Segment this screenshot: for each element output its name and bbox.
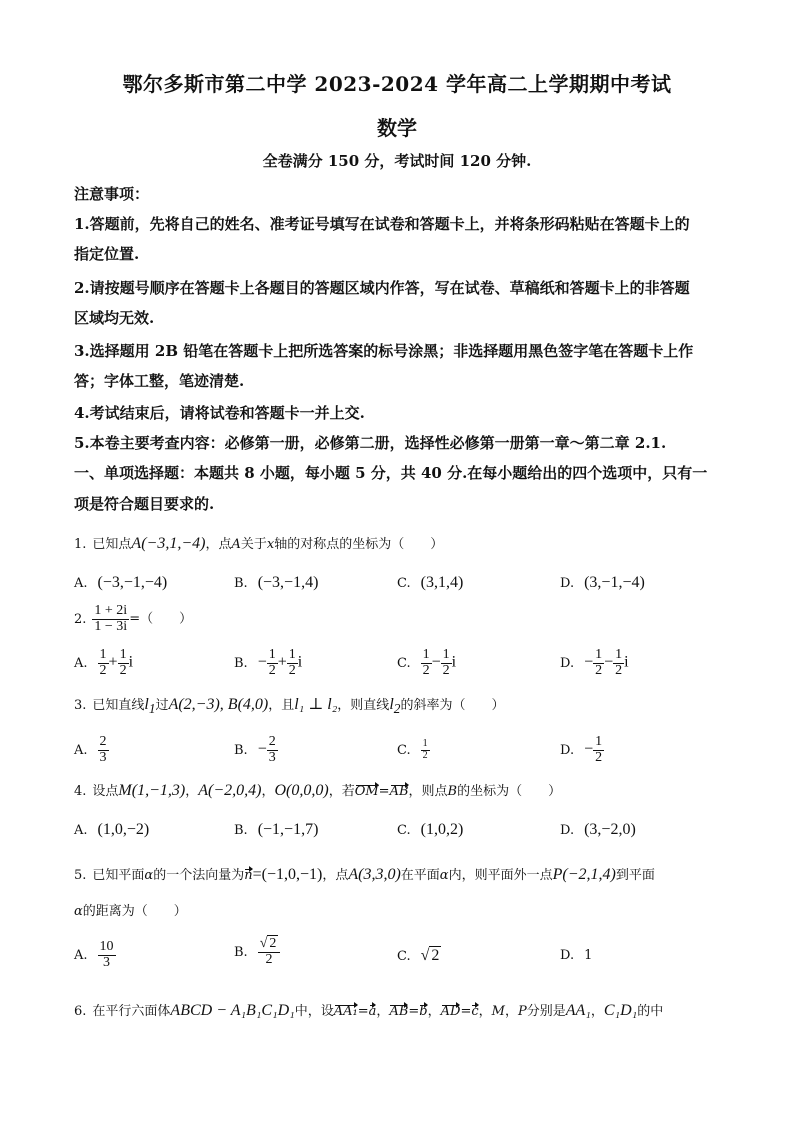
fraction-denominator: 2 (595, 662, 603, 678)
question-text: 关于 (240, 537, 267, 552)
question-text: ，且 (268, 698, 295, 713)
vector-AB: AB (389, 1004, 409, 1019)
question-text: ，若 (328, 784, 355, 799)
section-heading: 一、单项选择题：本题共 8 小题，每小题 5 分，共 40 分.在每小题给出的四个选项中，只有一 (74, 464, 708, 482)
fraction (613, 648, 624, 678)
vector-b: b (419, 1004, 428, 1019)
fraction-denominator: 1 − 3i (94, 618, 128, 634)
question-text: ，点 (205, 537, 232, 552)
question-number: 4. (74, 784, 87, 799)
plane-alpha: α (144, 868, 154, 883)
fraction-numerator: 1 (119, 647, 127, 662)
vector-AA1: AA₁ (333, 1004, 358, 1019)
question-6 (74, 1000, 663, 1020)
fraction-denominator: 2 (268, 662, 276, 678)
fraction-numerator: 1 (99, 647, 107, 662)
fraction-denominator: 2 (595, 749, 603, 765)
vector-AD: AD (440, 1004, 461, 1019)
option-sign: − (584, 740, 594, 758)
notice-line: 1.答题前，先将自己的姓名、准考证号填写在试卷和答题卡上，并将条形码粘贴在答题卡上的 (74, 215, 690, 233)
point-M: M (491, 1004, 505, 1019)
question-text: 的坐标为（ ） (457, 784, 562, 799)
notice-line: 区域均无效. (74, 309, 155, 327)
question-text: 已知点 (92, 537, 132, 552)
notice-line: 2.请按题号顺序在答题卡上各题目的答题区域内作答，写在试卷、草稿纸和答题卡上的非答题 (74, 279, 690, 297)
line-symbol: l (389, 696, 394, 713)
fraction (441, 648, 452, 678)
notice-line: 3.选择题用 2B 铅笔在答题卡上把所选答案的标号涂黑；非选择题用黑色签字笔在答题卡上作 (74, 342, 694, 360)
question-text: 分别是 (526, 1004, 566, 1019)
question-1 (74, 533, 443, 553)
fraction-numerator (258, 937, 281, 953)
fraction-numerator: 1 (422, 738, 428, 749)
fraction (421, 739, 430, 761)
point-label: B (447, 784, 458, 799)
q1-option-a[interactable] (74, 574, 167, 592)
option-value: (3,−2,0) (584, 821, 636, 838)
q1-option-d[interactable] (560, 574, 645, 592)
question-number: 6. (74, 1004, 87, 1019)
line-subscript: 1 (148, 701, 156, 717)
q3-option-a[interactable] (74, 735, 109, 765)
option-label: A. (74, 742, 88, 758)
question-4 (74, 780, 561, 800)
fraction (593, 735, 604, 765)
q3-option-b[interactable] (234, 735, 278, 765)
section-heading: 项是符合题目要求的. (74, 495, 215, 513)
option-value: (−1,−1,7) (257, 821, 319, 838)
q2-option-c[interactable] (397, 648, 456, 678)
notice-line: 5.本卷主要考查内容：必修第一册，必修第二册，选择性必修第一册第一章～第二章 2.1. (74, 434, 667, 452)
question-text: ， (261, 784, 275, 799)
point-A: A(−3,1,−4) (131, 535, 206, 552)
fraction-denominator: 2 (422, 749, 428, 761)
fraction (258, 937, 281, 967)
point-P: P(−2,1,4) (552, 866, 616, 883)
q3-option-d[interactable] (560, 735, 604, 765)
option-label: D. (560, 948, 575, 963)
notice-line: 4.考试结束后，请将试卷和答题卡一并上交. (74, 404, 365, 422)
question-text: ， (427, 1004, 441, 1019)
notice-line: 指定位置. (74, 245, 140, 263)
option-label: B. (234, 742, 248, 758)
q3-option-c[interactable] (397, 739, 430, 761)
question-number: 2. (74, 611, 87, 627)
option-sign: − (584, 653, 594, 671)
question-text: 轴的对称点的坐标为（ ） (274, 537, 444, 552)
q5-option-b[interactable] (234, 937, 280, 967)
option-label: C. (397, 823, 411, 838)
question-text: 内，则平面外一点 (448, 868, 553, 883)
notice-line: 答；字体工整，笔迹清楚. (74, 372, 245, 390)
perpendicular-relation: l₁ ⊥ l₂ (294, 696, 338, 713)
question-5-continued (74, 900, 187, 919)
option-label: B. (234, 944, 248, 960)
question-text: 过 (155, 698, 169, 713)
option-operator: + (277, 653, 287, 671)
imaginary-unit: i (624, 653, 629, 671)
option-sign: − (257, 653, 267, 671)
point-A: A(3,3,0) (348, 866, 401, 883)
fraction-denominator: 3 (99, 749, 107, 765)
fraction (593, 648, 604, 678)
points-A-B: A(2,−3), B(4,0) (168, 696, 269, 713)
fraction-numerator: 1 (595, 734, 603, 749)
question-text: 已知平面 (92, 868, 145, 883)
option-label: B. (234, 655, 248, 671)
q5-option-c[interactable] (397, 947, 441, 965)
question-text: ，点 (322, 868, 349, 883)
axis-label: x (266, 537, 275, 552)
segment-C1D1: C₁D₁ (603, 1002, 638, 1019)
point-label: A (231, 537, 241, 552)
fraction-denominator: 2 (615, 662, 623, 678)
line-l2 (389, 696, 401, 717)
fraction-denominator: 2 (422, 662, 430, 678)
line-subscript: 2 (393, 701, 401, 717)
fraction-denominator: 2 (265, 951, 273, 967)
fraction (267, 648, 278, 678)
sqrt-symbol: √ 2 (420, 947, 440, 964)
option-label: C. (397, 576, 411, 591)
question-text: ， (590, 1004, 604, 1019)
fraction-numerator: 2 (99, 734, 107, 749)
q5-option-a[interactable] (74, 940, 116, 970)
question-2 (74, 604, 192, 634)
point-P: P (517, 1004, 527, 1019)
fraction-denominator: 3 (268, 749, 276, 765)
normal-vector-value: =(−1,0,−1) (252, 866, 323, 883)
fraction-denominator: 2 (99, 662, 107, 678)
question-number: 5. (74, 868, 87, 883)
q2-option-a[interactable] (74, 648, 133, 678)
fraction (267, 735, 278, 765)
question-5 (74, 864, 655, 884)
fraction-denominator: 2 (442, 662, 450, 678)
fraction (98, 940, 116, 970)
question-text: 的中 (637, 1004, 664, 1019)
q2-option-d[interactable] (560, 648, 629, 678)
option-value: (−3,−1,−4) (97, 574, 168, 591)
question-text: =（ ） (129, 611, 193, 627)
option-sign: − (257, 740, 267, 758)
line-l1 (144, 696, 156, 717)
fraction-numerator: 1 (268, 647, 276, 662)
question-text: ，则直线 (337, 698, 390, 713)
fraction-numerator: 1 (615, 647, 623, 662)
fraction-denominator: 2 (288, 662, 296, 678)
question-text: 的一个法向量为 (153, 868, 245, 883)
question-number: 3. (74, 698, 87, 713)
q1-option-b[interactable] (234, 574, 318, 592)
equals-sign: = (378, 784, 390, 799)
equals-sign: = (460, 1004, 472, 1019)
question-text: 已知直线 (92, 698, 145, 713)
question-text: 到平面 (615, 868, 655, 883)
exam-title: 鄂尔多斯市第二中学 2023-2024 学年高二上学期期中考试 (122, 72, 672, 96)
question-text: 中，设 (294, 1004, 334, 1019)
fraction (98, 648, 109, 678)
option-operator: − (604, 653, 614, 671)
option-value: (3,−1,−4) (584, 574, 645, 591)
point-M: M(1,−1,3) (118, 782, 186, 799)
question-text: 设点 (92, 784, 119, 799)
parallelepiped: ABCD − A₁B₁C₁D₁ (170, 1002, 295, 1019)
fraction-denominator: 3 (103, 954, 111, 970)
vector-AB: AB (389, 784, 409, 799)
vector-c: c (471, 1004, 479, 1019)
point-A: A(−2,0,4) (198, 782, 262, 799)
option-label: A. (74, 576, 88, 591)
equals-sign: = (408, 1004, 420, 1019)
fraction-numerator: 1 (288, 647, 296, 662)
option-value: (1,0,2) (420, 821, 464, 838)
fraction-denominator: 2 (119, 662, 127, 678)
option-label: B. (234, 576, 248, 591)
subject-title: 数学 (377, 116, 417, 140)
option-label: D. (560, 655, 575, 671)
question-text: ， (376, 1004, 390, 1019)
plane-alpha: α (74, 904, 83, 919)
option-label: A. (74, 655, 88, 671)
q1-option-c[interactable] (397, 574, 463, 592)
fraction-numerator: 1 (422, 647, 430, 662)
option-label: B. (234, 823, 248, 838)
option-label: C. (397, 949, 411, 964)
q4-option-b[interactable] (234, 821, 318, 839)
option-value: 1 (584, 948, 593, 963)
segment-AA1: AA₁ (565, 1002, 591, 1019)
q4-option-c[interactable] (397, 821, 463, 839)
question-text: ， (478, 1004, 492, 1019)
radicand: 2 (431, 947, 440, 964)
question-text: 在平行六面体 (92, 1004, 171, 1019)
line-symbol: l (144, 696, 149, 713)
option-label: D. (560, 823, 575, 838)
option-operator: − (431, 653, 441, 671)
fraction-numerator: 1 (442, 647, 450, 662)
fraction (98, 735, 109, 765)
fraction (118, 648, 129, 678)
normal-vector-n: n (244, 868, 253, 883)
option-value: (3,1,4) (420, 574, 464, 591)
fraction (287, 648, 298, 678)
question-text: ， (504, 1004, 518, 1019)
option-label: C. (397, 742, 411, 758)
option-label: D. (560, 576, 575, 591)
complex-fraction (92, 604, 129, 634)
option-operator: + (108, 653, 118, 671)
vector-OM: OM (354, 784, 379, 799)
fraction-numerator: 1 + 2i (94, 603, 128, 618)
q5-option-d[interactable] (560, 948, 592, 963)
sqrt-symbol: √ 2 (259, 936, 277, 951)
question-text: 的距离为（ ） (82, 904, 187, 919)
option-label: A. (74, 947, 88, 963)
notice-heading: 注意事项： (74, 185, 150, 203)
point-O: O(0,0,0) (274, 782, 329, 799)
option-value: (1,0,−2) (97, 821, 150, 838)
option-label: A. (74, 823, 88, 838)
option-label: C. (397, 655, 411, 671)
question-text: ，则点 (408, 784, 448, 799)
imaginary-unit: i (128, 653, 134, 671)
option-label: D. (560, 742, 575, 758)
vector-a: a (368, 1004, 377, 1019)
fraction-numerator: 2 (268, 734, 276, 749)
q2-option-b[interactable] (234, 648, 302, 678)
question-text: ， (185, 784, 199, 799)
radicand: 2 (269, 936, 277, 951)
q4-option-a[interactable] (74, 821, 149, 839)
plane-alpha: α (439, 868, 449, 883)
fraction-numerator: 10 (99, 939, 114, 954)
exam-info: 全卷满分 150 分，考试时间 120 分钟. (262, 152, 532, 170)
question-number: 1. (74, 537, 87, 552)
imaginary-unit: i (297, 653, 303, 671)
question-text: 的斜率为（ ） (400, 698, 505, 713)
fraction (421, 648, 432, 678)
fraction-numerator: 1 (595, 647, 603, 662)
option-value: (−3,−1,4) (257, 574, 319, 591)
question-text: 在平面 (400, 868, 440, 883)
q4-option-d[interactable] (560, 821, 636, 839)
question-3 (74, 694, 504, 717)
imaginary-unit: i (451, 653, 457, 671)
equals-sign: = (357, 1004, 369, 1019)
